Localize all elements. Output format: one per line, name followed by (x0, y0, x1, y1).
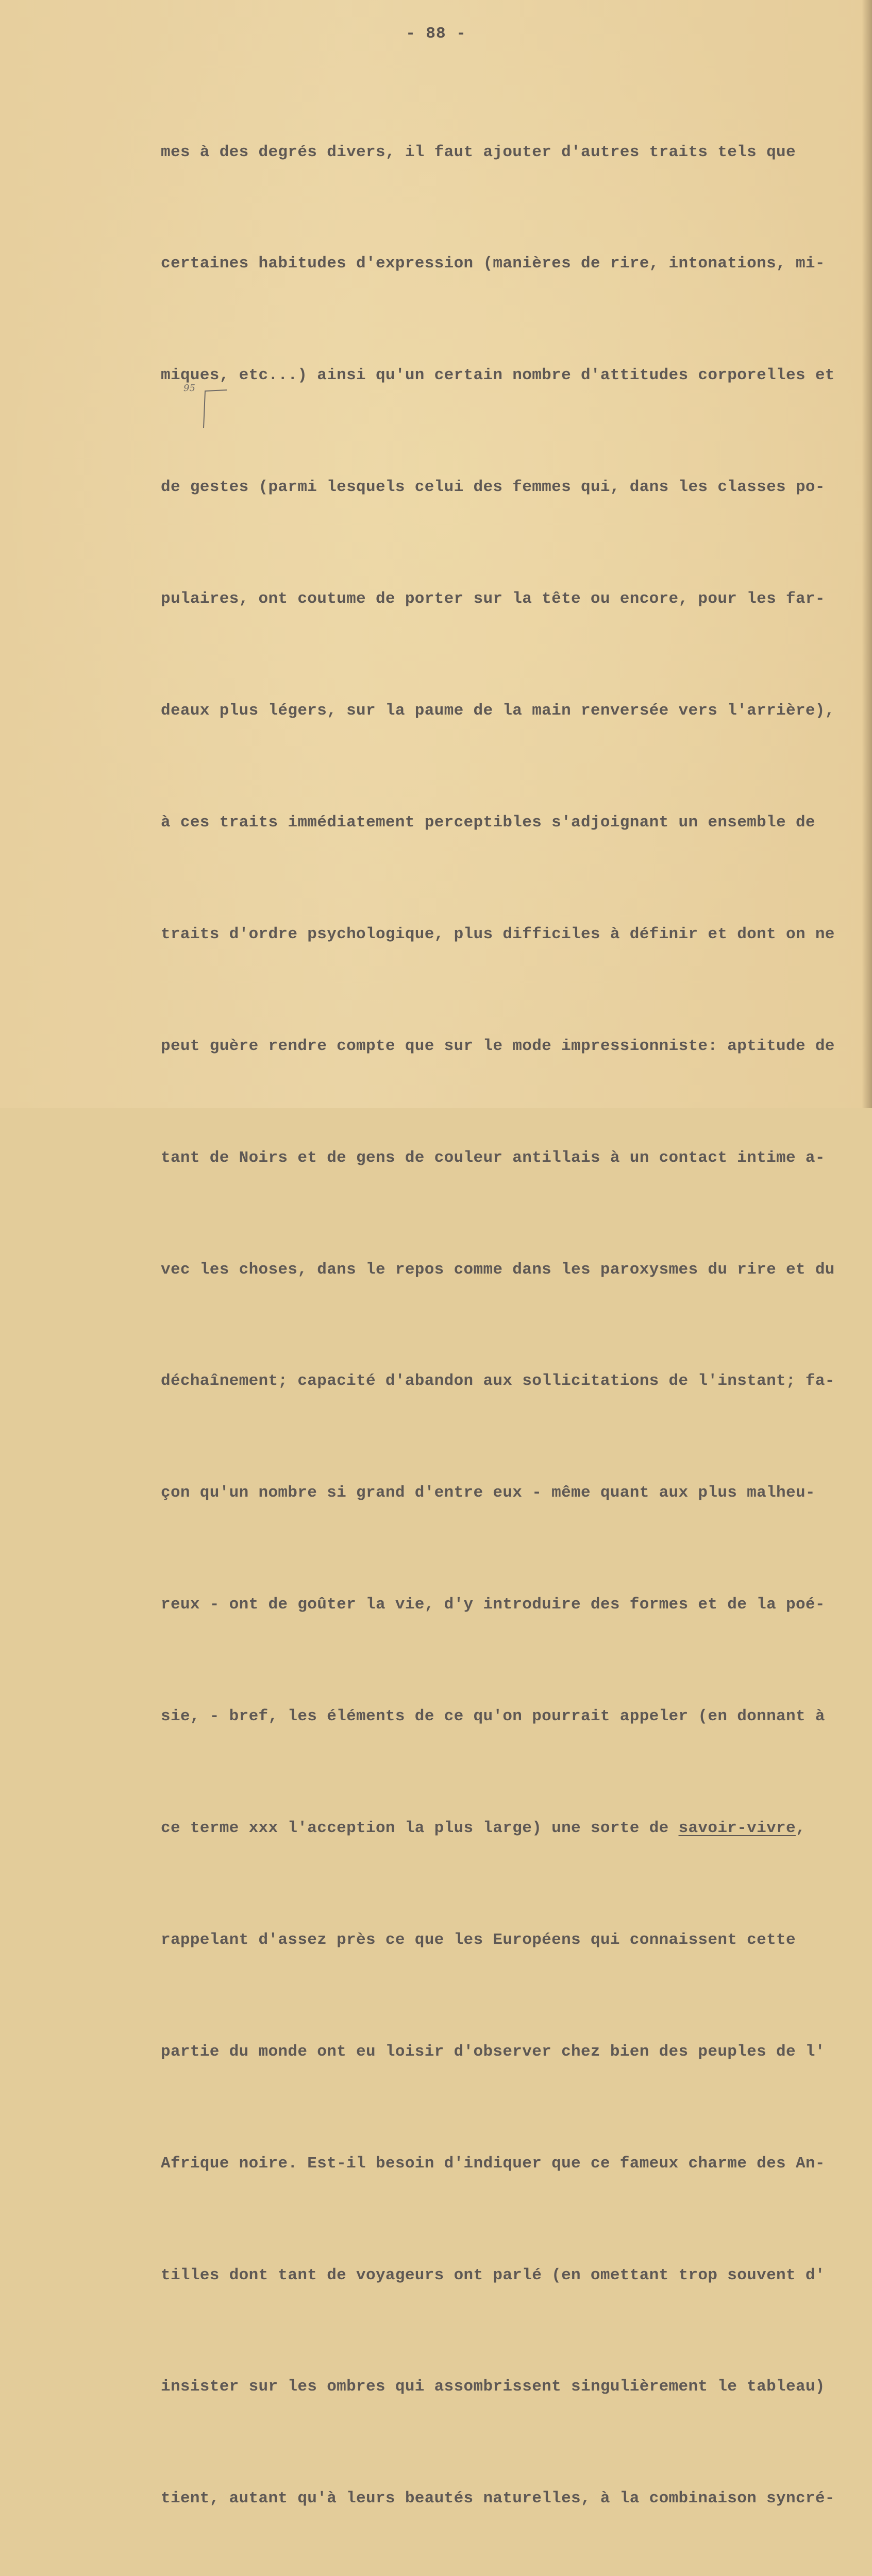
text-line: reux - ont de goûter la vie, d'y introduire des formes et de la poé- (161, 1596, 825, 1614)
text-line: pulaires, ont coutume de porter sur la tête ou encore, pour les far- (161, 590, 825, 608)
page-edge-shadow (862, 0, 872, 1108)
text-line: traits d'ordre psychologique, plus difficiles à définir et dont on ne (161, 925, 835, 943)
text-line: peut guère rendre compte que sur le mode impressionniste: aptitude de (161, 1037, 835, 1055)
margin-note: 95 (183, 383, 195, 394)
text-line: de gestes (parmi lesquels celui des femmes qui, dans les classes po- (161, 478, 825, 497)
text-line: Afrique noire. Est-il besoin d'indiquer que ce fameux charme des An- (161, 2154, 825, 2173)
text-line: tilles dont tant de voyageurs ont parlé (en omettant trop souvent d' (161, 2266, 825, 2284)
text-line-start: ce terme xxx l'acception la plus large) une sorte de (161, 1819, 679, 1837)
text-line: mes à des degrés divers, il faut ajouter d'autres traits tels que (161, 143, 796, 161)
underlined-suffix: , (795, 1819, 806, 1837)
text-line: à ces traits immédiatement perceptibles s'adjoignant un ensemble de (161, 813, 815, 832)
underlined-phrase: savoir-vivre (678, 1819, 796, 1837)
text-line: insister sur les ombres qui assombrissent singulièrement le tableau) (161, 2378, 825, 2396)
text-line: certaines habitudes d'expression (manières de rire, intonations, mi- (161, 255, 825, 273)
text-line: rappelant d'assez près ce que les Européens qui connaissent cette (161, 1930, 796, 1949)
text-line: déchaînement; capacité d'abandon aux sollicitations de l'instant; fa- (161, 1372, 835, 1391)
text-line-with-underline (161, 1810, 862, 1847)
text-line: vec les choses, dans le repos comme dans les paroxysmes du rire et du (161, 1260, 835, 1279)
page-number: - 88 - (406, 25, 466, 43)
text-line: partie du monde ont eu loisir d'observer chez bien des peuples de l' (161, 2042, 825, 2061)
text-line: tient, autant qu'à leurs beautés naturelles, à la combinaison syncré- (161, 2489, 835, 2508)
text-line: tant de Noirs et de gens de couleur antillais à un contact intime a- (161, 1148, 825, 1167)
typescript-body (161, 59, 862, 2576)
text-line: deaux plus légers, sur la paume de la main renversée vers l'arrière), (161, 702, 835, 720)
text-line: miques, etc...) ainsi qu'un certain nombre d'attitudes corporelles et (161, 366, 835, 385)
text-line: sie, - bref, les éléments de ce qu'on pourrait appeler (en donnant à (161, 1707, 825, 1726)
text-line: çon qu'un nombre si grand d'entre eux - même quant aux plus malheu- (161, 1484, 815, 1502)
